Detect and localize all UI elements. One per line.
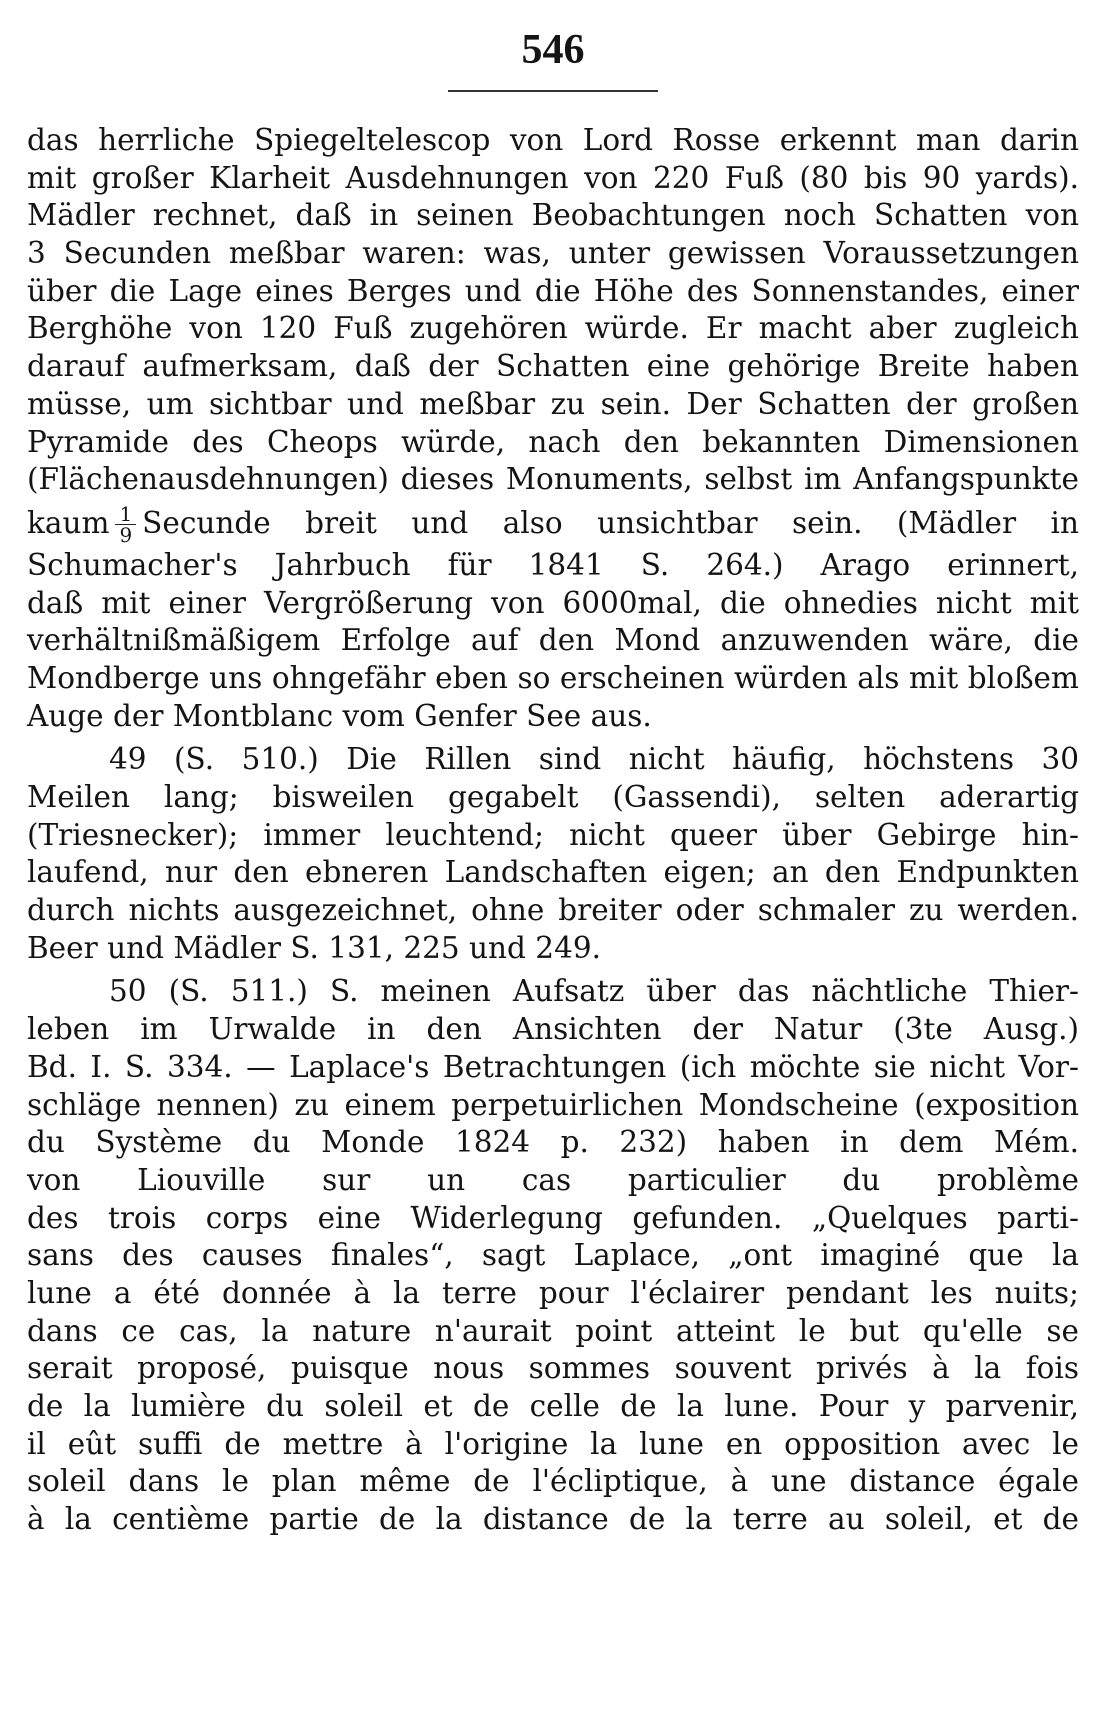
book-page bbox=[27, 22, 1079, 1687]
fraction-denominator: 9 bbox=[119, 523, 133, 548]
text-line: du Système du Monde 1824 p. 232) haben in dem Mém. bbox=[27, 1125, 1079, 1160]
text-line: il eût suffi de mettre à l'origine la lune en opposition avec le bbox=[27, 1426, 1079, 1461]
text-line: serait proposé, puisque nous sommes souvent privés à la fois bbox=[27, 1351, 1079, 1386]
footnote-49 bbox=[27, 741, 1079, 967]
text-line: mit großer Klarheit Ausdehnungen von 220 Fuß (80 bis 90 yards). bbox=[27, 160, 1079, 195]
text-line: Mädler rechnet, daß in seinen Beobachtungen noch Schatten von bbox=[27, 198, 1079, 233]
text-line: von Liouville sur un cas particulier du problème bbox=[27, 1162, 1079, 1197]
text-fragment: kaum bbox=[27, 505, 110, 540]
text-line: leben im Urwalde in den Ansichten der Natur (3te Ausg.) bbox=[27, 1012, 1079, 1047]
text-line: verhältnißmäßigem Erfolge auf den Mond anzuwenden wäre, die bbox=[27, 623, 1079, 658]
footnote-50 bbox=[27, 973, 1079, 1538]
text-line: sans des causes finales“, sagt Laplace, „ont imaginé que la bbox=[27, 1238, 1079, 1273]
text-line: lune a été donnée à la terre pour l'éclairer pendant les nuits; bbox=[27, 1275, 1079, 1310]
text-line: 3 Secunden meßbar waren: was, unter gewissen Voraussetzungen bbox=[27, 236, 1079, 271]
text-line: Bd. I. S. 334. — Laplace's Betrachtungen (ich möchte sie nicht Vor- bbox=[27, 1049, 1079, 1084]
text-line: soleil dans le plan même de l'écliptique, à une distance égale bbox=[27, 1464, 1079, 1499]
text-fragment: Secunde breit und also unsichtbar sein. (Mädler in bbox=[142, 505, 1079, 540]
text-line: laufend, nur den ebneren Landschaften eigen; an den Endpunkten bbox=[27, 855, 1079, 890]
text-line: Auge der Montblanc vom Genfer See aus. bbox=[27, 698, 652, 733]
text-line: darauf aufmerksam, daß der Schatten eine gehörige Breite haben bbox=[27, 349, 1079, 384]
text-line-with-fraction bbox=[27, 499, 1079, 547]
text-line: (Flächenausdehnungen) dieses Monuments, selbst im Anfangspunkte bbox=[27, 462, 1079, 497]
text-line: über die Lage eines Berges und die Höhe des Sonnenstandes, einer bbox=[27, 273, 1079, 308]
text-line: 50 (S. 511.) S. meinen Aufsatz über das nächtliche Thier- bbox=[109, 974, 1079, 1009]
text-line: de la lumière du soleil et de celle de la lune. Pour y parvenir, bbox=[27, 1389, 1079, 1423]
page-number: 546 bbox=[521, 27, 585, 73]
text-line: des trois corps eine Widerlegung gefunden. „Quelques parti- bbox=[27, 1200, 1079, 1235]
fraction bbox=[115, 502, 136, 548]
text-line: 49 (S. 510.) Die Rillen sind nicht häufig, höchstens 30 bbox=[109, 742, 1079, 777]
text-line: daß mit einer Vergrößerung von 6000mal, die ohnedies nicht mit bbox=[27, 585, 1079, 620]
text-line: müsse, um sichtbar und meßbar zu sein. Der Schatten der großen bbox=[27, 386, 1079, 421]
fraction-numerator: 1 bbox=[115, 504, 136, 525]
header-rule bbox=[448, 90, 658, 92]
text-line: Meilen lang; bisweilen gegabelt (Gassendi), selten aderartig bbox=[27, 780, 1079, 814]
text-line: Beer und Mädler S. 131, 225 und 249. bbox=[27, 930, 601, 965]
text-line: Mondberge uns ohngefähr eben so erscheinen würden als mit bloßem bbox=[27, 660, 1079, 695]
text-line: Pyramide des Cheops würde, nach den bekannten Dimensionen bbox=[27, 424, 1079, 459]
text-line: (Triesnecker); immer leuchtend; nicht queer über Gebirge hin- bbox=[27, 817, 1079, 852]
text-line: Schumacher's Jahrbuch für 1841 S. 264.) Arago erinnert, bbox=[27, 547, 1079, 582]
text-line: Berghöhe von 120 Fuß zugehören würde. Er macht aber zugleich bbox=[27, 311, 1079, 346]
text-line: à la centième partie de la distance de la terre au soleil, et de bbox=[27, 1502, 1079, 1537]
text-line: dans ce cas, la nature n'aurait point atteint le but qu'elle se bbox=[27, 1313, 1079, 1348]
text-line: durch nichts ausgezeichnet, ohne breiter oder schmaler zu werden. bbox=[27, 893, 1079, 928]
paragraph-continuation bbox=[27, 122, 1079, 735]
text-line: schläge nennen) zu einem perpetuirlichen Mondscheine (exposition bbox=[27, 1087, 1079, 1122]
text-line: das herrliche Spiegeltelescop von Lord Rosse erkennt man darin bbox=[27, 123, 1079, 157]
